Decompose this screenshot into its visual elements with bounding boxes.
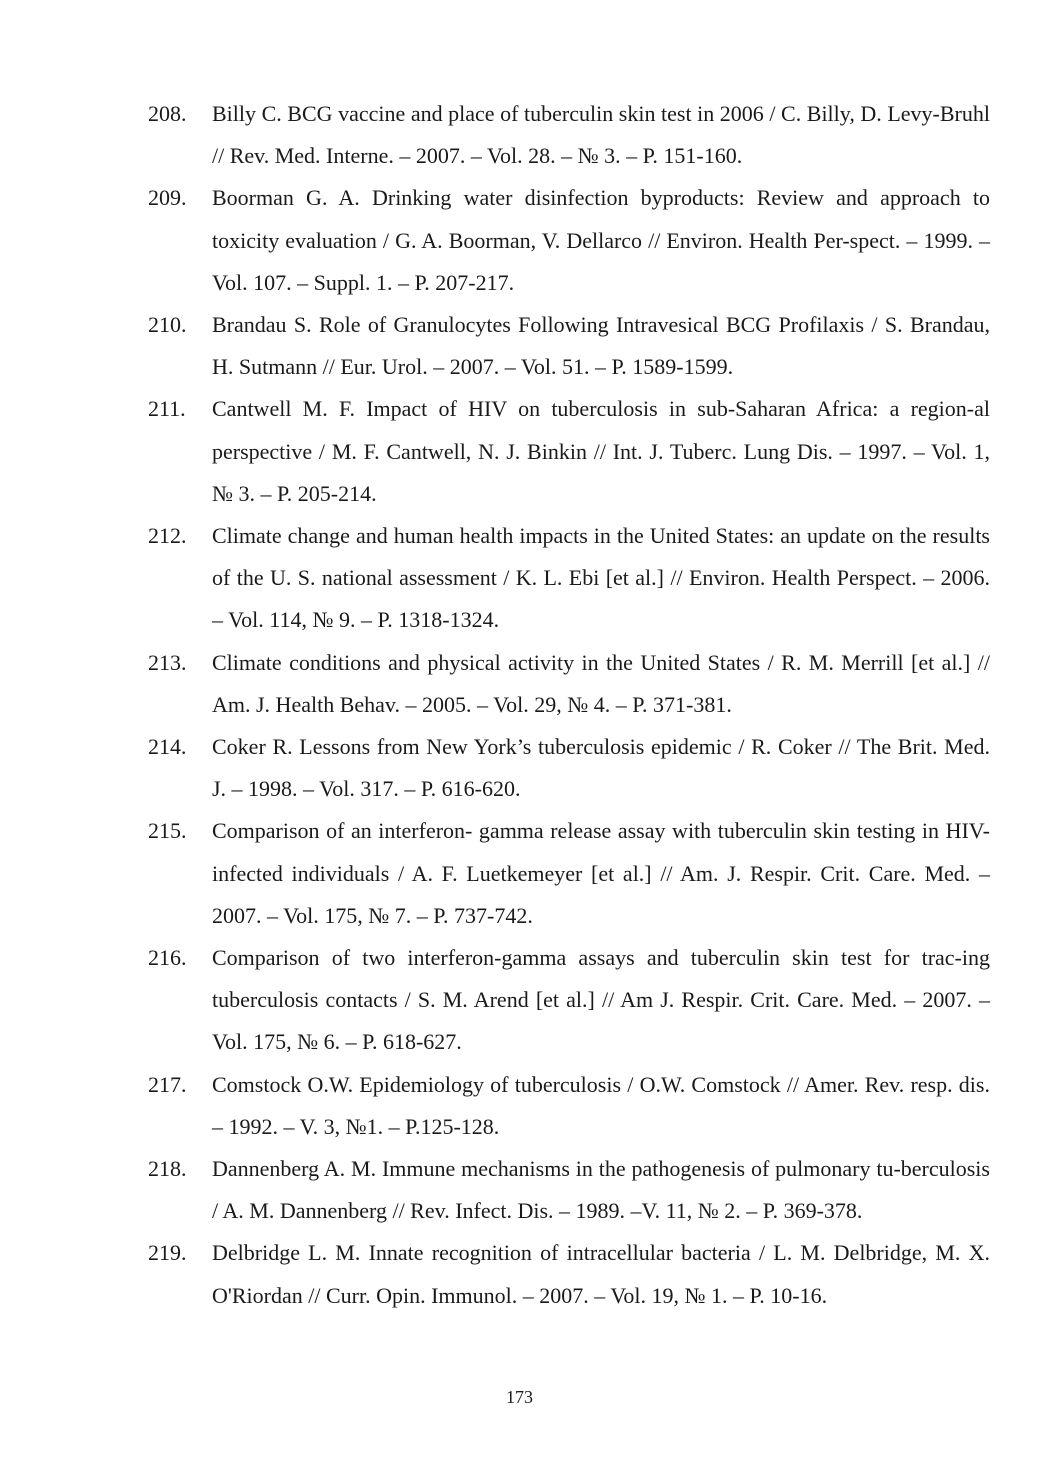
- reference-text: Billy C. BCG vaccine and place of tuberculin skin test in 2006 / C. Billy, D. Levy-Bruhl // Rev. Med. Interne. – 2007. – Vol. 28. – № 3. – P. 151-160.: [212, 101, 990, 169]
- reference-number: 213.: [148, 649, 187, 675]
- reference-item: [148, 1148, 990, 1232]
- reference-number: 215.: [148, 818, 187, 844]
- reference-item: [148, 515, 990, 642]
- reference-text: Climate conditions and physical activity in the United States / R. M. Merrill [et al.] // Am. J. Health Behav. – 2005. – Vol. 29, № 4. – P. 371-381.: [212, 649, 990, 717]
- reference-item: [148, 937, 990, 1064]
- reference-text: Comparison of an interferon- gamma release assay with tuberculin skin testing in HIV- infected individuals / A. F. Luetkemeyer [et al.] // Am. J. Respir. Crit. Care. Med. – 2007. – Vol. 175, № 7. – P. 737-742.: [212, 818, 990, 928]
- reference-text: Climate change and human health impacts in the United States: an update on the results of the U. S. national assessment / K. L. Ebi [et al.] // Environ. Health Perspect. – 2006. – Vol. 114, № 9. – P. 1318-1324.: [212, 523, 990, 633]
- reference-text: Comstock O.W. Epidemiology of tuberculosis / O.W. Comstock // Amer. Rev. resp. dis. – 1992. – V. 3, №1. – P.125-128.: [212, 1071, 990, 1139]
- reference-number: 217.: [148, 1071, 187, 1097]
- reference-number: 218.: [148, 1156, 187, 1182]
- reference-number: 208.: [148, 101, 187, 126]
- reference-number: 214.: [148, 734, 187, 760]
- reference-number: 209.: [148, 185, 187, 211]
- reference-text: Dannenberg A. M. Immune mechanisms in the pathogenesis of pulmonary tu-berculosis / A. M. Dannenberg // Rev. Infect. Dis. – 1989. –V. 11, № 2. – P. 369-378.: [212, 1156, 990, 1224]
- reference-item: [148, 810, 990, 937]
- reference-text: Comparison of two interferon-gamma assays and tuberculin skin test for trac-ing tuberculosis contacts / S. M. Arend [et al.] // Am J. Respir. Crit. Care. Med. – 2007. – Vol. 175, № 6. – P. 618-627.: [212, 945, 990, 1055]
- reference-text: Cantwell M. F. Impact of HIV on tuberculosis in sub-Saharan Africa: a region-al perspective / M. F. Cantwell, N. J. Binkin // Int. J. Tuberc. Lung Dis. – 1997. – Vol. 1, № 3. – P. 205-214.: [212, 396, 990, 506]
- reference-text: Delbridge L. M. Innate recognition of intracellular bacteria / L. M. Delbridge, M. X. O'Riordan // Curr. Opin. Immunol. – 2007. – Vol. 19, № 1. – P. 10-16.: [212, 1240, 990, 1308]
- reference-item: [148, 642, 990, 726]
- reference-text: Coker R. Lessons from New York’s tuberculosis epidemic / R. Coker // The Brit. Med. J. – 1998. – Vol. 317. – P. 616-620.: [212, 734, 990, 802]
- reference-text: Boorman G. A. Drinking water disinfection byproducts: Review and approach to toxicity evaluation / G. A. Boorman, V. Dellarco // Environ. Health Per-spect. – 1999. – Vol. 107. – Suppl. 1. – P. 207-217.: [212, 185, 990, 295]
- reference-item: [148, 388, 990, 515]
- reference-number: 219.: [148, 1240, 187, 1266]
- reference-text: Brandau S. Role of Granulocytes Following Intravesical BCG Profilaxis / S. Brandau, H. Sutmann // Eur. Urol. – 2007. – Vol. 51. – P. 1589-1599.: [212, 312, 990, 380]
- reference-number: 212.: [148, 523, 187, 549]
- reference-number: 211.: [148, 396, 186, 422]
- reference-number: 216.: [148, 945, 187, 971]
- reference-item: [148, 177, 990, 304]
- reference-list: [148, 93, 990, 1317]
- reference-item: [148, 1232, 990, 1316]
- reference-item: [148, 726, 990, 810]
- reference-item: [148, 1064, 990, 1148]
- reference-item: [148, 93, 990, 177]
- page-number: 173: [506, 1387, 533, 1407]
- reference-number: 210.: [148, 312, 187, 338]
- reference-item: [148, 304, 990, 388]
